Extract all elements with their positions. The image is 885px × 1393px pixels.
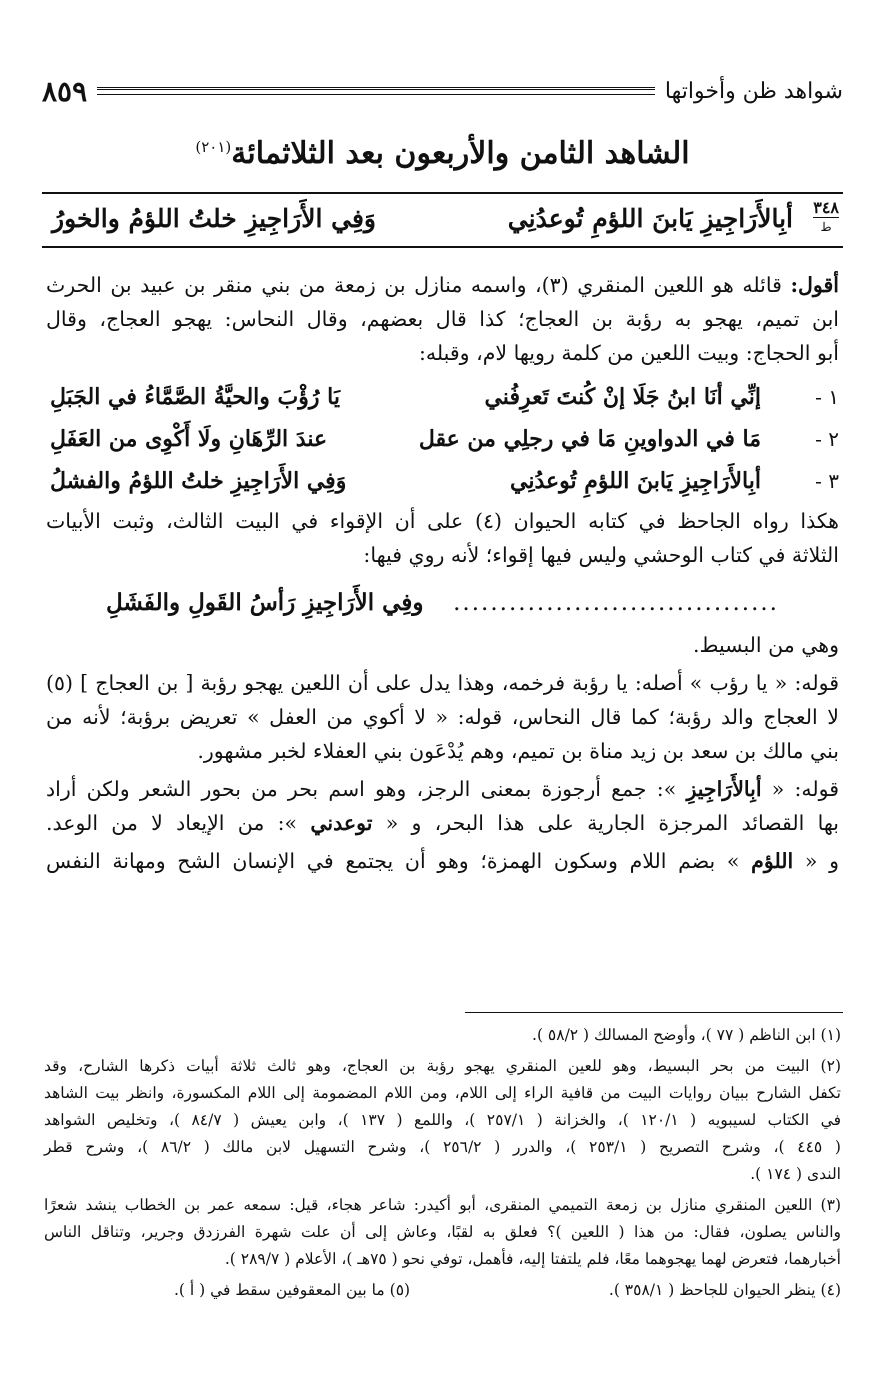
poem — [46, 376, 839, 502]
poem-line-number: ١ - — [815, 385, 839, 409]
footnote-2 — [44, 1053, 841, 1188]
footnote-line: والناس يصلون، فقال: من هذا ( اللعين )؟ فعلق به لقبًا، وعاش إلى أن علت شهرة الفرزدق وجرير، وتناقل الناس — [44, 1223, 841, 1241]
footnote-line: (٣) اللعين المنقري منازل بن زمعة التميمي المنقرى، أبو أكيدر: شاعر هجاء، قيل: سمعه عمر بن الخطاب ينشد شعرًا — [44, 1196, 841, 1214]
text-line: أبو الحجاج: وبيت اللعين من كلمة رويها لام، وقبله: — [419, 341, 839, 365]
footnote-line: تكفل الشارح ببيان روايات البيت من قافية الراء إلى اللام، ومن اللام المضمومة إلى اللام المكسورة، وانظر بيت الشاهد — [44, 1084, 841, 1102]
main-text — [46, 268, 839, 878]
running-title: شواهد ظن وأخواتها — [664, 78, 843, 104]
variant-hemistich: وفِي الأَرَاجِيزِ رَأسُ القَولِ والفَشَلِ — [106, 589, 424, 616]
line-text: » بضم اللام وسكون الهمزة؛ وهو أن يجتمع في الإنسان الشح ومهانة النفس — [46, 849, 752, 873]
verse-first-half: أبِالأَرَاجِيزِ يَابنَ اللؤمِ تُوعدُنِي — [507, 204, 793, 233]
poem-hemistich-second: وَفِي الأَرَاجِيزِ خلتُ اللؤمُ والفشلُ — [50, 468, 347, 494]
footnote-separator — [465, 1012, 843, 1013]
verse-number-value: ٣٤٨ — [813, 198, 839, 217]
line-text: و « — [793, 849, 839, 873]
footnotes-4-5 — [44, 1277, 841, 1304]
poem-line-number: ٣ - — [815, 469, 839, 493]
footnote-line: الندى ( ١٧٤ ). — [750, 1165, 841, 1183]
poem-line — [46, 460, 839, 502]
footnote-1: (١) ابن الناظم ( ٧٧ )، وأوضح المسالك ( ٥٨/٢ ). — [532, 1026, 841, 1044]
poem-hemistich-first: مَا في الدواوينِ مَا في رجلِي من عقل — [418, 426, 761, 452]
section-heading — [0, 136, 885, 171]
text-line: وهي من البسيط. — [693, 633, 839, 657]
heading-footnote-ref: (٢٠١) — [195, 138, 232, 156]
paragraph-lum — [46, 844, 839, 878]
poem-line-number: ٢ - — [815, 427, 839, 451]
header-rule — [97, 87, 655, 95]
text-line: قوله: « يا رؤب » أصله: يا رؤبة فرخمه، وهذا يدل على أن اللعين يهجو رؤبة [ بن العجاج ] (٥) — [46, 671, 839, 695]
footnote-line: (٢) البيت من بحر البسيط، وهو للعين المنقري يهجو رؤبة بن العجاج، وهو ثالث ثلاثة أبيات ذكرها الشارح، وقد — [44, 1057, 841, 1075]
verse-second-half: وَفِي الأَرَاجِيزِ خلتُ اللؤمُ والخورُ — [52, 204, 376, 233]
footnote-line: ( ٤٤٥ )، وشرح التصريح ( ٢٥٣/١ )، والدرر ( ٢٥٦/٢ )، وشرح التسهيل لابن مالك ( ٨٦/٢ )، وشرح قطر — [44, 1138, 841, 1156]
poem-hemistich-first: إنِّي أنَا ابنُ جَلَا إنْ كُنتَ تَعرِفُني — [484, 384, 761, 410]
text-line: هكذا رواه الجاحظ في كتابه الحيوان (٤) على أن الإقواء في البيت الثالث، وثبت الأبيات — [46, 509, 839, 533]
gloss-word: توعدني — [310, 811, 373, 835]
footnotes — [44, 1022, 841, 1304]
poem-hemistich-first: أبِالأَرَاجِيزِ يَابنَ اللؤمِ تُوعدُنِي — [510, 468, 761, 494]
text-line: لا العجاج والد رؤبة؛ كما قال النحاس، قوله: « لا أكوي من العفل » تعريض برؤبة؛ لأنه من — [46, 705, 839, 729]
footnote-line: في الكتاب لسيبويه ( ١٢٠/١ )، والخزانة ( ٢٥٧/١ )، واللمع ( ١٣٧ )، وابن يعيش ( ٨٤/٧ )، وتخليص الشواهد — [44, 1111, 841, 1129]
poem-hemistich-second: عندَ الرِّهَانِ ولَا أَكْوِى من العَفَلِ — [50, 426, 328, 452]
footnote-3 — [44, 1192, 841, 1273]
footnote-4: (٤) ينظر الحيوان للجاحظ ( ٣٥٨/١ ). — [608, 1281, 841, 1299]
poem-line — [46, 418, 839, 460]
verse-number-sub: ط — [813, 217, 839, 236]
lead-word: أقول: — [790, 273, 840, 297]
page-number: ٨٥٩ — [42, 74, 88, 108]
text-line: الثلاثة في كتاب الوحشي وليس فيها إقواء؛ لأنه روي فيها: — [363, 543, 839, 567]
variant-verse — [46, 572, 839, 628]
text-line — [46, 844, 839, 878]
paragraph-arajiz — [46, 772, 839, 840]
poem-line — [46, 376, 839, 418]
line-text: بها القصائد المرجزة الجارية على هذا البحر، و « — [372, 811, 839, 835]
line-text: »: من الإيعاد لا من الوعد. — [46, 811, 311, 835]
footnote-5: (٥) ما بين المعقوفين سقط في ( أ ). — [174, 1281, 411, 1299]
text-line — [46, 806, 839, 840]
gloss-word: أبِالأَرَاجِيزِ — [686, 777, 762, 801]
text-line — [46, 268, 839, 302]
poem-hemistich-second: يَا رُؤْبَ والحيَّةُ الصَّمَّاءُ في الجَبَلِ — [50, 384, 340, 410]
line-text: قوله: « — [761, 777, 840, 801]
gloss-word: اللؤم — [751, 849, 794, 873]
paragraph-jahiz — [46, 504, 839, 572]
paragraph-ruab — [46, 666, 839, 768]
text-line — [46, 772, 839, 806]
running-header — [42, 74, 843, 108]
verse-number — [813, 199, 839, 236]
line-text: »: جمع أرجوزة بمعنى الرجز، وهو اسم بحر من بحور الشعر ولكن أراد — [46, 777, 687, 801]
variant-dots: ................................... — [453, 590, 779, 616]
paragraph-meter — [46, 628, 839, 662]
paragraph-intro — [46, 268, 839, 370]
text-line: ابن تميم، يهجو به رؤبة بن العجاج؛ كذا قال بعضهم، وقال النحاس: يهجو العجاج، وقال — [46, 307, 839, 331]
line-text: قائله هو اللعين المنقري (٣)، واسمه منازل بن زمعة من بني منقر بن عبيد بن الحرث — [46, 273, 791, 297]
text-line: بني مالك بن سعد بن زيد مناة بن تميم، وهم يُدْعَون بني العفلاء لخبر مشهور. — [197, 739, 839, 763]
evidence-verse — [42, 192, 843, 248]
heading-text: الشاهد الثامن والأربعون بعد الثلاثمائة — [231, 136, 690, 171]
footnote-line: أخبارهما، فتعرض لهما يهجوهما معًا، فلم يلتفتا إليه، فأهمل، توفي نحو ( ٧٥هـ )، الأعلام ( ٢٨٩/٧ ). — [224, 1250, 841, 1268]
